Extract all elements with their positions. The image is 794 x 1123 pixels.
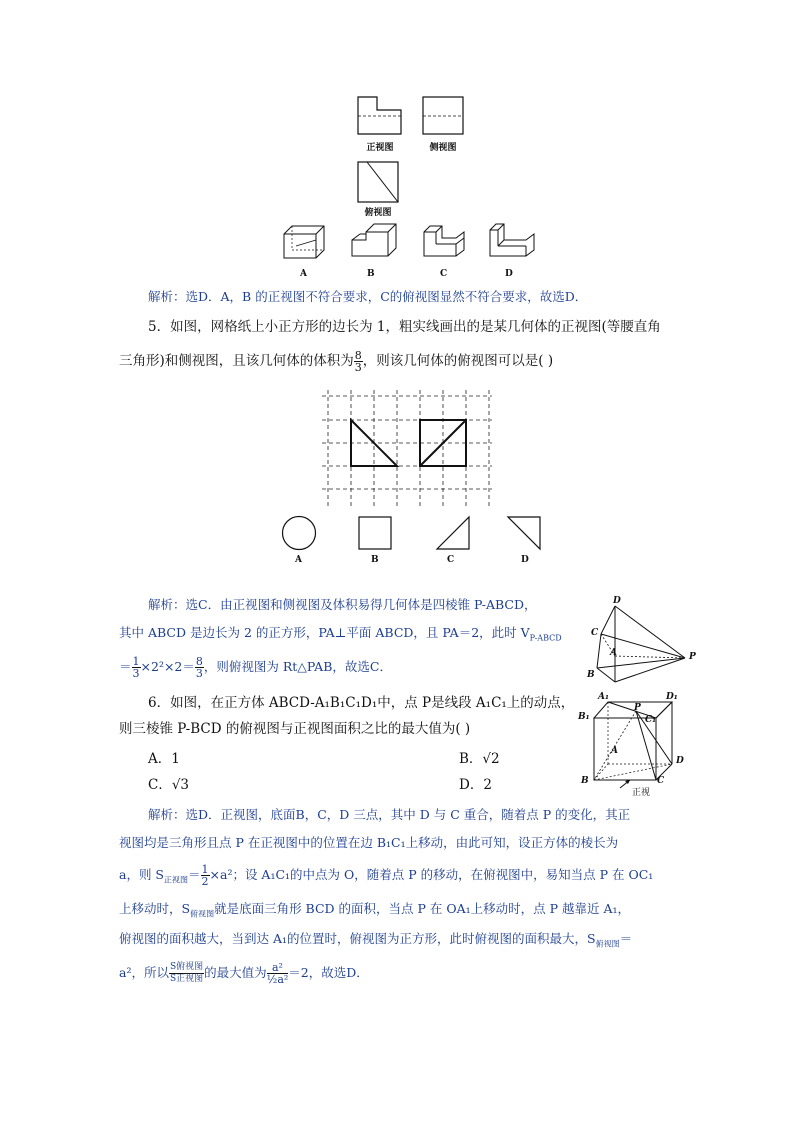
q5-option-d-triangle [507,516,541,550]
q6-cube-label-d1: D₁ [666,692,678,702]
q6-stem-line2: 则三棱锥 P-BCD 的俯视图与正视图面积之比的最大值为( ) [119,721,471,737]
q6-max-value-fraction: $\frac{\text{a²}}{\text{½a²}}$ [266,961,289,986]
prev-option-c-label: C [440,269,448,279]
prev-option-a-label: A [300,269,307,279]
q5-option-b-square [358,516,392,550]
prev-option-a-figure [282,222,328,260]
q6-cube-label-d: D [676,756,684,766]
q6-cube-label-a1: A₁ [598,692,609,702]
prev-option-d-label: D [505,269,513,279]
q5-pyramid-label-c: C [591,628,599,638]
q5-stem-line2 [119,346,553,376]
q5-grid-figure [322,390,492,508]
q6-option-b[interactable]: B．√2 [459,751,500,767]
q5-option-d-label: D [521,555,529,565]
q6-analysis-line6: a²，所以 $\frac{\text{S俯视图}}{\text{S正视图}}$ 的最大值为 $\frac{\text{a²}}{\text{½a²}}$ ＝2，故选D． [119,961,369,986]
prev-option-b-label: B [367,269,375,279]
q6-cube-label-b: B [581,776,589,786]
q6-option-c[interactable]: C．√3 [148,777,190,793]
q6-cube-label-a: A [611,746,618,756]
q5-pyramid-figure [585,596,695,688]
q5-option-b-label: B [371,555,379,565]
q6-analysis-line3: a，则 $S_{正视图}=$ $\frac{1}{2}$ ×a²；设 A₁C₁的中点为 O，随着点 P 的移动，在俯视图中，易知当点 P 在 OC₁ [119,863,654,888]
q5-pyramid-label-b: B [587,670,595,680]
q5-pyramid-label-a: A [610,648,617,658]
q6-fraction-half: $\frac{1}{2}$ [201,863,209,888]
q6-cube-label-c1: C₁ [645,715,657,725]
prev-option-c-figure [422,222,468,260]
side-view-figure [422,96,464,136]
q6-front-view-arrow-label: 正视 [632,788,651,798]
q5-stem-line2-a: 三角形)和侧视图，且该几何体的体积为 [119,353,354,369]
q6-cube-label-c: C [657,776,665,786]
q6-analysis-line5: 俯视图的面积越大，当到达 A₁的位置时，俯视图为正方形，此时俯视图的面积最大，$S_{俯视图}=$ [119,931,633,949]
front-view-figure [357,96,403,136]
q6-cube-label-b1: B₁ [578,712,590,722]
prev-option-b-figure [350,222,398,260]
q5-option-c-triangle [436,516,470,550]
q6-analysis-line4: 上移动时，$S_{俯视图}$就是底面三角形 BCD 的面积，当点 P 在 OA₁上移动时，点 P 越靠近 A₁， [119,901,631,919]
q5-volume-fraction: $\frac{8}{3}$ [354,349,362,374]
q5-option-c-label: C [447,555,455,565]
q5-option-a-circle [281,515,317,551]
q5-analysis-line1: 解析：选C．由正视图和侧视图及体积易得几何体是四棱锥 P-ABCD， [148,597,537,612]
q5-stem-line1: 5．如图，网格纸上小正方形的边长为 1，粗实线画出的是某几何体的正视图(等腰直角 [148,319,661,335]
q5-fraction-eight-thirds: $\frac{8}{3}$ [195,655,203,680]
top-view-label: 俯视图 [364,208,392,218]
q5-stem-line2-b: ，则该几何体的俯视图可以是( ) [362,353,554,369]
q5-analysis-line3: ＝ $\frac{1}{3}$ ×2²×2＝ $\frac{8}{3}$ ，则俯视图为 Rt△PAB，故选C． [119,655,392,680]
q6-analysis-line2: 视图均是三角形且点 P 在正视图中的位置在边 B₁C₁上移动，由此可知，设正方体的棱长为 [119,835,619,850]
q5-pyramid-label-d: D [613,596,621,606]
side-view-label: 侧视图 [429,143,457,153]
q6-cube-label-p: P [634,703,641,713]
q5-fraction-one-third: $\frac{1}{3}$ [132,655,140,680]
front-view-label: 正视图 [366,143,394,153]
q5-volume-subscript: P-ABCD [529,633,562,643]
top-view-figure [357,161,399,203]
q5-option-a-label: A [295,555,302,565]
q6-option-d[interactable]: D．2 [459,777,492,793]
prev-option-d-figure [488,222,536,260]
q5-pyramid-label-p: P [689,652,696,662]
q6-stem-line1: 6．如图，在正方体 ABCD-A₁B₁C₁D₁中，点 P是线段 A₁C₁上的动点， [148,695,575,711]
q6-analysis-line1: 解析：选D．正视图，底面B，C，D 三点，其中 D 与 C 重合，随着点 P 的变化，其正 [148,807,631,822]
q6-option-a[interactable]: A．1 [148,751,180,767]
q6-area-ratio-fraction: $\frac{\text{S俯视图}}{\text{S正视图}}$ [169,962,204,984]
prev-analysis: 解析：选D．A，B 的正视图不符合要求，C的俯视图显然不符合要求，故选D． [148,289,588,304]
q5-analysis-line2: 其中 ABCD 是边长为 2 的正方形，PA⊥平面 ABCD，且 PA＝2，此时 $V_{P-ABCD}$ [119,625,562,643]
